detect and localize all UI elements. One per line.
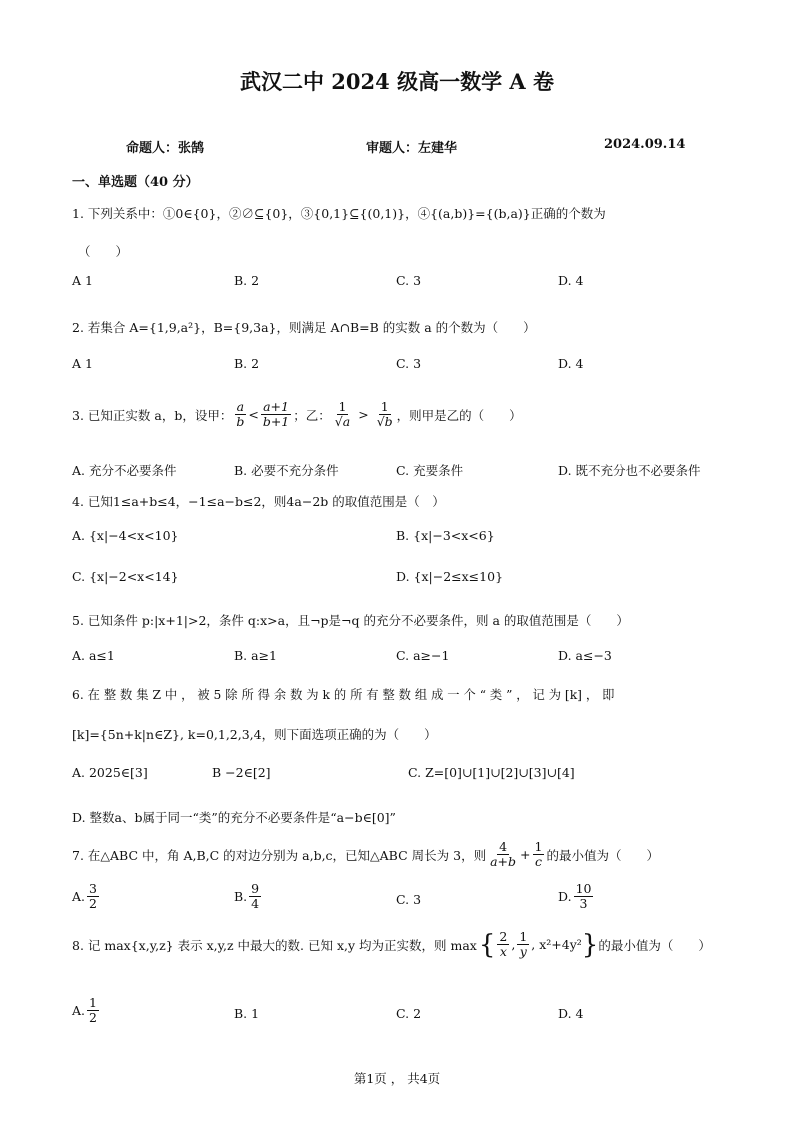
question-2-stem: 2. 若集合 A={1,9,a²}，B={9,3a}，则满足 A∩B=B 的实数 a 的个数为（ ） bbox=[72, 320, 536, 335]
question-7-stem bbox=[72, 840, 659, 870]
q8-right-brace: } bbox=[581, 929, 599, 960]
q8-option-a: A. $\frac{1}{2}$ bbox=[72, 995, 97, 1026]
q3-fraction-1: $\frac{a}{b}$ bbox=[236, 399, 245, 430]
q3-option-b: B. 必要不充分条件 bbox=[234, 463, 339, 478]
q8-fraction-1: $\frac{2}{x}$ bbox=[499, 929, 508, 960]
q1-option-c: C. 3 bbox=[396, 273, 422, 288]
q4-option-b: B. {x|−3<x<6} bbox=[396, 528, 495, 543]
question-1-stem: 1. 下列关系中：①0∈{0}，②∅⊆{0}，③{0,1}⊆{(0,1)}，④{(a,b)}={(b,a)}正确的个数为 bbox=[72, 206, 606, 221]
q8-option-d: D. 4 bbox=[558, 1006, 584, 1021]
question-1-paren: （ ） bbox=[78, 244, 129, 259]
q8-postfix: 的最小值为（ ） bbox=[598, 937, 711, 953]
q6-option-a: A. 2025∈[3] bbox=[72, 765, 148, 780]
q6-option-b: B −2∈[2] bbox=[212, 765, 271, 780]
q2-option-b: B. 2 bbox=[234, 356, 260, 371]
author-label: 命题人：张鹄 bbox=[126, 141, 205, 156]
question-8-stem: 8. 记 max{x,y,z} 表示 x,y,z 中最大的数. 已知 x,y 均为正实数，则 max { $\frac{2}{x}$ , $\frac{1}{y}$ , x²+4y² } 的最小值为（ ） bbox=[72, 929, 711, 960]
q1-option-d: D. 4 bbox=[558, 273, 584, 288]
question-5-stem: 5. 已知条件 p:|x+1|>2，条件 q:x>a，且¬p是¬q 的充分不必要条件，则 a 的取值范围是（ ） bbox=[72, 613, 629, 628]
q4-option-c: C. {x|−2<x<14} bbox=[72, 569, 179, 584]
q3-option-d: D. 既不充分也不必要条件 bbox=[558, 463, 701, 478]
q3-mid: ；乙： bbox=[293, 407, 331, 423]
q3-option-a: A. 充分不必要条件 bbox=[72, 463, 177, 478]
q3-postfix: ，则甲是乙的（ ） bbox=[396, 407, 522, 423]
q1-option-a: A 1 bbox=[72, 273, 93, 288]
question-3-stem bbox=[72, 400, 522, 430]
page-title: 武汉二中 2024 级高一数学 A 卷 bbox=[240, 69, 554, 94]
question-4-stem: 4. 已知1≤a+b≤4，−1≤a−b≤2，则4a−2b 的取值范围是（ ） bbox=[72, 494, 445, 509]
q7-fraction-1: $\frac{4}{a+b}$ bbox=[490, 839, 517, 870]
q7-plus: + bbox=[520, 847, 531, 863]
q6-option-d: D. 整数a、b属于同一“类”的充分不必要条件是“a−b∈[0]” bbox=[72, 810, 396, 825]
q8-left-brace: { bbox=[478, 929, 496, 960]
date-label: 2024.09.14 bbox=[604, 137, 686, 152]
q2-option-d: D. 4 bbox=[558, 356, 584, 371]
q4-option-d: D. {x|−2≤x≤10} bbox=[396, 569, 504, 584]
q5-option-b: B. a≥1 bbox=[234, 648, 278, 663]
q7-option-c: C. 3 bbox=[396, 892, 422, 907]
q8-prefix: 8. 记 max{x,y,z} 表示 x,y,z 中最大的数. 已知 x,y 均为正实数，则 max bbox=[72, 937, 477, 953]
q6-option-c: C. Z=[0]∪[1]∪[2]∪[3]∪[4] bbox=[408, 765, 575, 780]
q7-option-b: B. $\frac{9}{4}$ bbox=[234, 881, 260, 912]
section-heading: 一、单选题（40 分） bbox=[72, 175, 199, 190]
q3-prefix: 3. 已知正实数 a，b，设甲： bbox=[72, 407, 233, 423]
question-6-line-1: 6. 在 整 数 集 Z 中 ， 被 5 除 所 得 余 数 为 k 的 所 有 整 数 组 成 一 个 “ 类 ” ， 记 为 [k] ， 即 bbox=[72, 688, 615, 702]
q7-prefix: 7. 在△ABC 中，角 A,B,C 的对边分别为 a,b,c，已知△ABC 周长为 3，则 bbox=[72, 847, 487, 863]
q3-less-than: < bbox=[248, 407, 259, 423]
q2-option-a: A 1 bbox=[72, 356, 93, 371]
q8-option-b: B. 1 bbox=[234, 1006, 260, 1021]
q7-postfix: 的最小值为（ ） bbox=[546, 847, 659, 863]
q3-option-c: C. 充要条件 bbox=[396, 463, 464, 478]
q7-option-d: D. $\frac{10}{3}$ bbox=[558, 881, 592, 912]
q5-option-d: D. a≤−3 bbox=[558, 648, 612, 663]
q5-option-a: A. a≤1 bbox=[72, 648, 115, 663]
page-footer: 第1页 ， 共4页 bbox=[353, 1071, 441, 1086]
q3-fraction-3: $\frac{1}{√a}$ bbox=[334, 399, 351, 430]
q8-option-c: C. 2 bbox=[396, 1006, 422, 1021]
q2-option-c: C. 3 bbox=[396, 356, 422, 371]
q8-tail: , x²+4y² bbox=[531, 937, 582, 953]
q7-option-a: A. $\frac{3}{2}$ bbox=[72, 881, 97, 912]
q5-option-c: C. a≥−1 bbox=[396, 648, 450, 663]
question-6-line-2: [k]={5n+k|n∈Z}, k=0,1,2,3,4，则下面选项正确的为（ ） bbox=[72, 727, 437, 742]
q1-option-b: B. 2 bbox=[234, 273, 260, 288]
q4-option-a: A. {x|−4<x<10} bbox=[72, 528, 179, 543]
q3-fraction-2: $\frac{a+1}{b+1}$ bbox=[262, 399, 290, 430]
q7-fraction-2: $\frac{1}{c}$ bbox=[534, 839, 543, 870]
q3-fraction-4: $\frac{1}{√b}$ bbox=[376, 399, 393, 430]
q3-greater-than: > bbox=[358, 407, 369, 423]
reviewer-label: 审题人：左建华 bbox=[366, 141, 458, 156]
q8-fraction-2: $\frac{1}{y}$ bbox=[519, 929, 528, 960]
